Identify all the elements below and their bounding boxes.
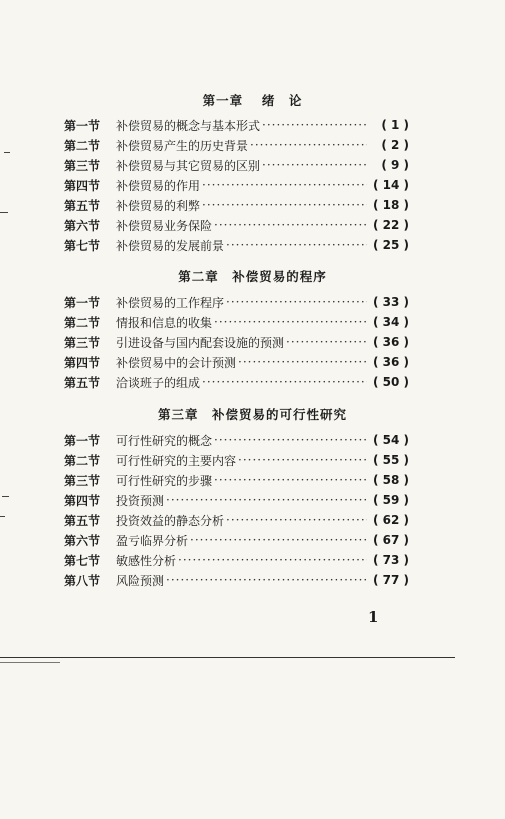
section-number: 第一节 — [64, 295, 101, 310]
toc-entry — [64, 117, 409, 133]
toc-entry — [64, 217, 409, 233]
chapter-3-title: 第三章 补偿贸易的可行性研究 — [157, 407, 347, 422]
section-number: 第七节 — [64, 238, 101, 253]
section-title: 补偿贸易中的会计预测 — [116, 355, 237, 370]
section-number: 第五节 — [64, 375, 101, 390]
toc-entry — [64, 314, 409, 330]
toc-entry — [64, 492, 409, 508]
toc-entry — [64, 432, 409, 448]
dot-leader — [214, 218, 367, 232]
section-page: ( 77 ) — [372, 573, 409, 587]
dot-leader — [214, 315, 367, 329]
dot-leader — [238, 453, 367, 467]
section-number: 第一节 — [64, 118, 101, 133]
dot-leader — [238, 355, 367, 369]
toc-entry — [64, 354, 409, 370]
section-title: 情报和信息的收集 — [116, 315, 213, 330]
section-title: 洽谈班子的组成 — [116, 375, 201, 390]
section-number: 第六节 — [64, 533, 101, 548]
section-number: 第七节 — [64, 553, 101, 568]
toc-entry — [64, 532, 409, 548]
section-title: 风险预测 — [116, 573, 165, 588]
dot-leader — [214, 473, 367, 487]
toc-entry — [64, 374, 409, 390]
section-page: ( 33 ) — [372, 295, 409, 309]
toc-entry — [64, 197, 409, 213]
toc-entry — [64, 237, 409, 253]
dot-leader — [166, 493, 367, 507]
section-number: 第八节 — [64, 573, 101, 588]
toc-entry — [64, 552, 409, 568]
dot-leader — [178, 553, 367, 567]
section-page: ( 73 ) — [372, 553, 409, 567]
section-page: ( 36 ) — [372, 335, 409, 349]
section-page: ( 54 ) — [372, 433, 409, 447]
section-page: ( 62 ) — [372, 513, 409, 527]
toc-entry — [64, 472, 409, 488]
section-title: 补偿贸易的利弊 — [116, 198, 201, 213]
toc-entry — [64, 157, 409, 173]
dot-leader — [202, 198, 367, 212]
section-title: 补偿贸易产生的历史背景 — [116, 138, 249, 153]
scan-mark — [0, 516, 5, 517]
section-number: 第六节 — [64, 218, 101, 233]
section-number: 第三节 — [64, 473, 101, 488]
section-number: 第三节 — [64, 335, 101, 350]
section-page: ( 55 ) — [372, 453, 409, 467]
dot-leader — [262, 158, 367, 172]
section-number: 第二节 — [64, 138, 101, 153]
dot-leader — [226, 238, 367, 252]
section-page: ( 22 ) — [372, 218, 409, 232]
section-number: 第三节 — [64, 158, 101, 173]
section-title: 可行性研究的主要内容 — [116, 453, 237, 468]
page-number: 1 — [368, 608, 379, 626]
section-page: ( 18 ) — [372, 198, 409, 212]
section-number: 第四节 — [64, 178, 101, 193]
toc-entry — [64, 177, 409, 193]
section-title: 可行性研究的步骤 — [116, 473, 213, 488]
dot-leader — [166, 573, 367, 587]
dot-leader — [286, 335, 367, 349]
section-page: ( 14 ) — [372, 178, 409, 192]
dot-leader — [262, 118, 367, 132]
section-page: ( 2 ) — [381, 138, 409, 152]
section-page: ( 59 ) — [372, 493, 409, 507]
section-title: 补偿贸易与其它贸易的区别 — [116, 158, 261, 173]
section-number: 第五节 — [64, 513, 101, 528]
dot-leader — [202, 375, 367, 389]
section-title: 补偿贸易业务保险 — [116, 218, 213, 233]
section-page: ( 36 ) — [372, 355, 409, 369]
section-title: 引进设备与国内配套设施的预测 — [116, 335, 285, 350]
section-page: ( 58 ) — [372, 473, 409, 487]
section-page: ( 25 ) — [372, 238, 409, 252]
scan-mark — [0, 212, 8, 213]
section-title: 投资效益的静态分析 — [116, 513, 225, 528]
dot-leader — [226, 295, 367, 309]
section-title: 补偿贸易的工作程序 — [116, 295, 225, 310]
section-title: 可行性研究的概念 — [116, 433, 213, 448]
section-title: 投资预测 — [116, 493, 165, 508]
section-title: 敏感性分析 — [116, 553, 177, 568]
section-page: ( 9 ) — [381, 158, 409, 172]
section-title: 补偿贸易的发展前景 — [116, 238, 225, 253]
scan-mark — [2, 496, 9, 497]
section-title: 盈亏临界分析 — [116, 533, 189, 548]
section-title: 补偿贸易的概念与基本形式 — [116, 118, 261, 133]
page-bottom-rule — [0, 657, 455, 658]
section-page: ( 34 ) — [372, 315, 409, 329]
scan-mark — [4, 152, 10, 153]
section-number: 第四节 — [64, 493, 101, 508]
section-number: 第二节 — [64, 453, 101, 468]
toc-entry — [64, 512, 409, 528]
section-page: ( 1 ) — [381, 118, 409, 132]
toc-entry — [64, 334, 409, 350]
dot-leader — [250, 138, 367, 152]
toc-entry — [64, 572, 409, 588]
section-number: 第一节 — [64, 433, 101, 448]
section-title: 补偿贸易的作用 — [116, 178, 201, 193]
page-bottom-rule-short — [0, 662, 60, 663]
dot-leader — [226, 513, 367, 527]
dot-leader — [214, 433, 367, 447]
dot-leader — [190, 533, 367, 547]
section-number: 第二节 — [64, 315, 101, 330]
section-number: 第五节 — [64, 198, 101, 213]
chapter-1-title: 第一章 绪 论 — [202, 93, 303, 108]
toc-entry — [64, 137, 409, 153]
section-page: ( 50 ) — [372, 375, 409, 389]
toc-entry — [64, 294, 409, 310]
section-number: 第四节 — [64, 355, 101, 370]
dot-leader — [202, 178, 367, 192]
toc-entry — [64, 452, 409, 468]
section-page: ( 67 ) — [372, 533, 409, 547]
chapter-2-title: 第二章 补偿贸易的程序 — [178, 269, 327, 284]
